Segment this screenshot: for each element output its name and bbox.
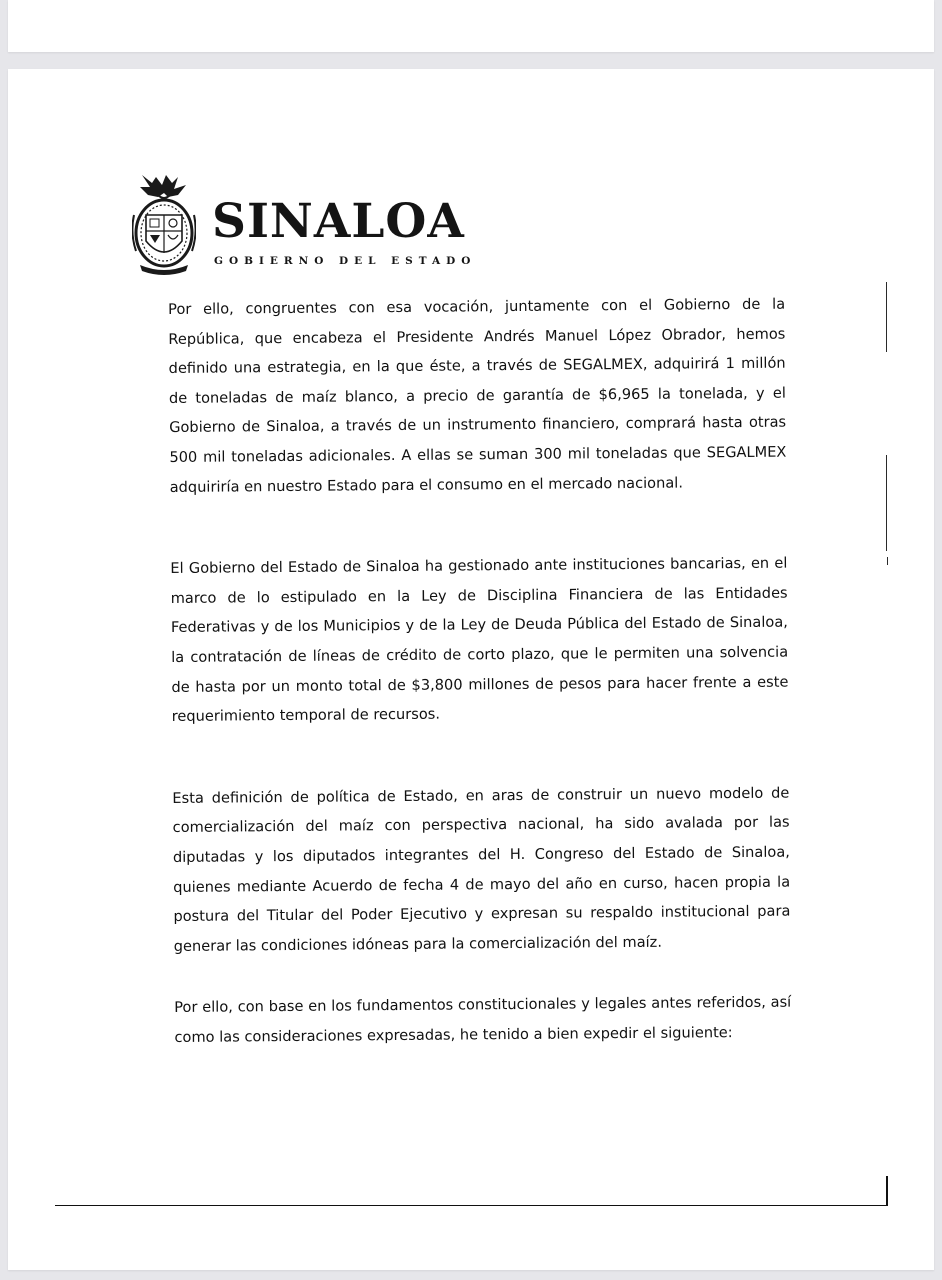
coat-of-arms-icon xyxy=(132,171,196,279)
footer-rule xyxy=(55,1205,888,1206)
paragraph-state-policy: Esta definición de política de Estado, en aras de construir un nuevo modelo de comercialización del maíz con perspectiva nacional, ha sido avalada por las diputadas y los diputados integrantes del H. Congreso del Estado de Sinaloa, quienes mediante Acuerdo de fecha 4 de mayo del año en curso, hacen propia la postura del Titular del Poder Ejecutivo y expresan su respaldo institucional para generar las condiciones idóneas para la comercialización del maíz. xyxy=(172,784,791,955)
paragraph-closing: Por ello, con base en los fundamentos constitucionales y legales antes referidos, así como las consideraciones expresadas, he tenido a bien expedir el siguiente: xyxy=(174,993,792,1046)
paragraph-credit-lines: El Gobierno del Estado de Sinaloa ha gestionado ante instituciones bancarias, en el marco de lo estipulado en la Ley de Disciplina Financiera de las Entidades Federativas y de los Municipios y de la Ley de Deuda Pública del Estado de Sinaloa, la contratación de líneas de crédito de corto plazo, que le permiten una solvencia de hasta por un monto total de $3,800 millones de pesos para hacer frente a este requerimiento temporal de recursos. xyxy=(170,554,789,726)
paragraph-strategy: Por ello, congruentes con esa vocación, juntamente con el Gobierno de la República, que encabeza el Presidente Andrés Manuel López Obrador, hemos definido una estrategia, en la que éste, a través de SEGALMEX, adquirirá 1 millón de toneladas de maíz blanco, a precio de garantía de $6,965 la tonelada, y el Gobierno de Sinaloa, a través de un instrumento financiero, comprará hasta otras 500 mil toneladas adicionales. A ellas se suman 300 mil toneladas que SEGALMEX adquiriría en nuestro Estado para el consumo en el mercado nacional. xyxy=(168,295,787,496)
scan-margin-mark xyxy=(886,455,887,551)
letterhead xyxy=(132,171,477,279)
document-body xyxy=(168,290,792,1053)
footer-rule-end-mark xyxy=(886,1176,888,1206)
scan-margin-mark xyxy=(886,282,887,352)
letterhead-title: SINALOA xyxy=(212,194,465,249)
scan-margin-mark xyxy=(887,557,888,565)
previous-page-edge xyxy=(8,0,934,52)
document-page xyxy=(8,69,934,1270)
letterhead-subtitle: GOBIERNO DEL ESTADO xyxy=(214,255,477,267)
